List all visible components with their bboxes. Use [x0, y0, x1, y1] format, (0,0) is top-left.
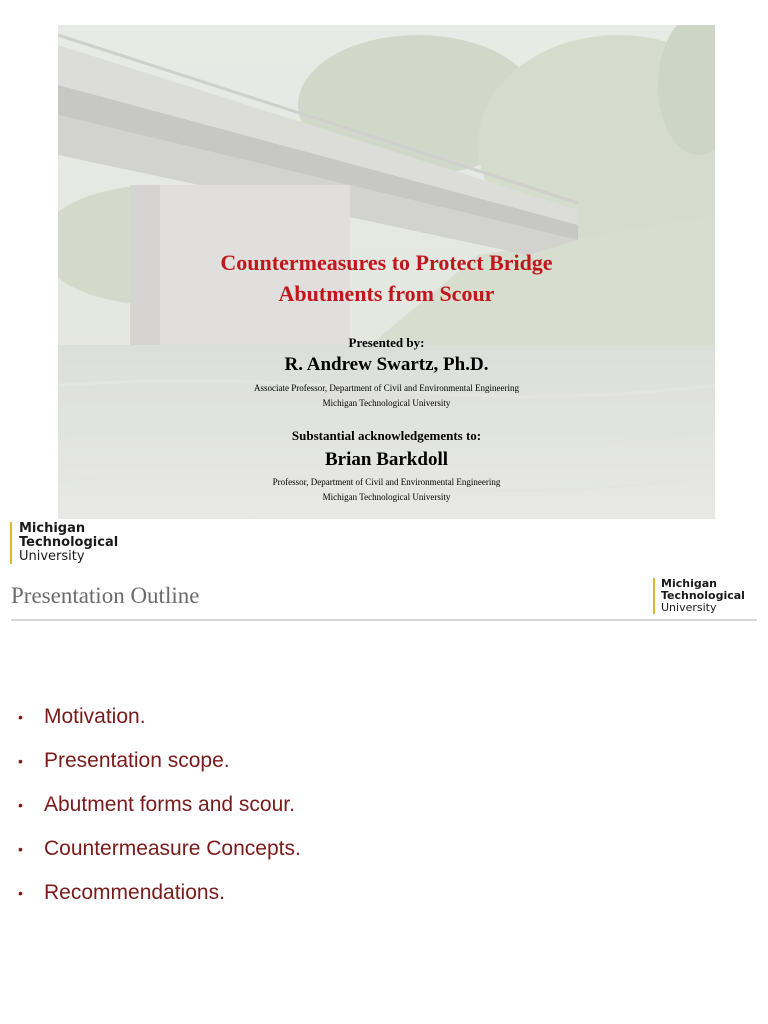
bullet-icon: • [18, 709, 23, 725]
logo-line-2: Technological [19, 535, 119, 550]
logo-line-1: Michigan [19, 521, 86, 536]
bullet-icon: • [18, 885, 23, 901]
bullet-icon: • [18, 797, 23, 813]
acknowledgements-label: Substantial acknowledgements to: [291, 428, 482, 443]
university-logo [10, 522, 118, 564]
acknowledged-university: Michigan Technological University [322, 492, 451, 502]
acknowledged-name: Brian Barkdoll [325, 449, 448, 470]
logo-line-1: Michigan [661, 577, 717, 590]
list-item-text: Presentation scope. [44, 749, 230, 772]
acknowledged-title: Professor, Department of Civil and Environmental Engineering [272, 477, 501, 487]
title-slide [58, 25, 715, 519]
presenter-title: Associate Professor, Department of Civil and Environmental Engineering [253, 383, 520, 393]
presentation-title [58, 247, 715, 309]
list-item-text: Abutment forms and scour. [44, 793, 295, 816]
presented-by-label: Presented by: [348, 335, 425, 350]
list-item [18, 703, 301, 747]
list-item [18, 747, 301, 791]
title-line-2: Abutments from Scour [278, 281, 495, 306]
slide-title: Presentation Outline [11, 583, 200, 608]
bullet-icon: • [18, 753, 23, 769]
presenter-university: Michigan Technological University [322, 398, 451, 408]
list-item [18, 879, 301, 923]
logo-line-2: Technological [661, 589, 745, 602]
outline-list [18, 703, 301, 923]
bullet-icon: • [18, 841, 23, 857]
presenter-name: R. Andrew Swartz, Ph.D. [284, 354, 489, 375]
logo-line-3: University [19, 549, 85, 564]
title-line-1: Countermeasures to Protect Bridge [220, 250, 553, 275]
list-item [18, 835, 301, 879]
university-logo-small [653, 578, 745, 614]
list-item [18, 791, 301, 835]
list-item-text: Motivation. [44, 705, 146, 728]
list-item-text: Countermeasure Concepts. [44, 837, 301, 860]
logo-line-3: University [661, 601, 717, 614]
title-divider [11, 619, 757, 621]
list-item-text: Recommendations. [44, 881, 225, 904]
